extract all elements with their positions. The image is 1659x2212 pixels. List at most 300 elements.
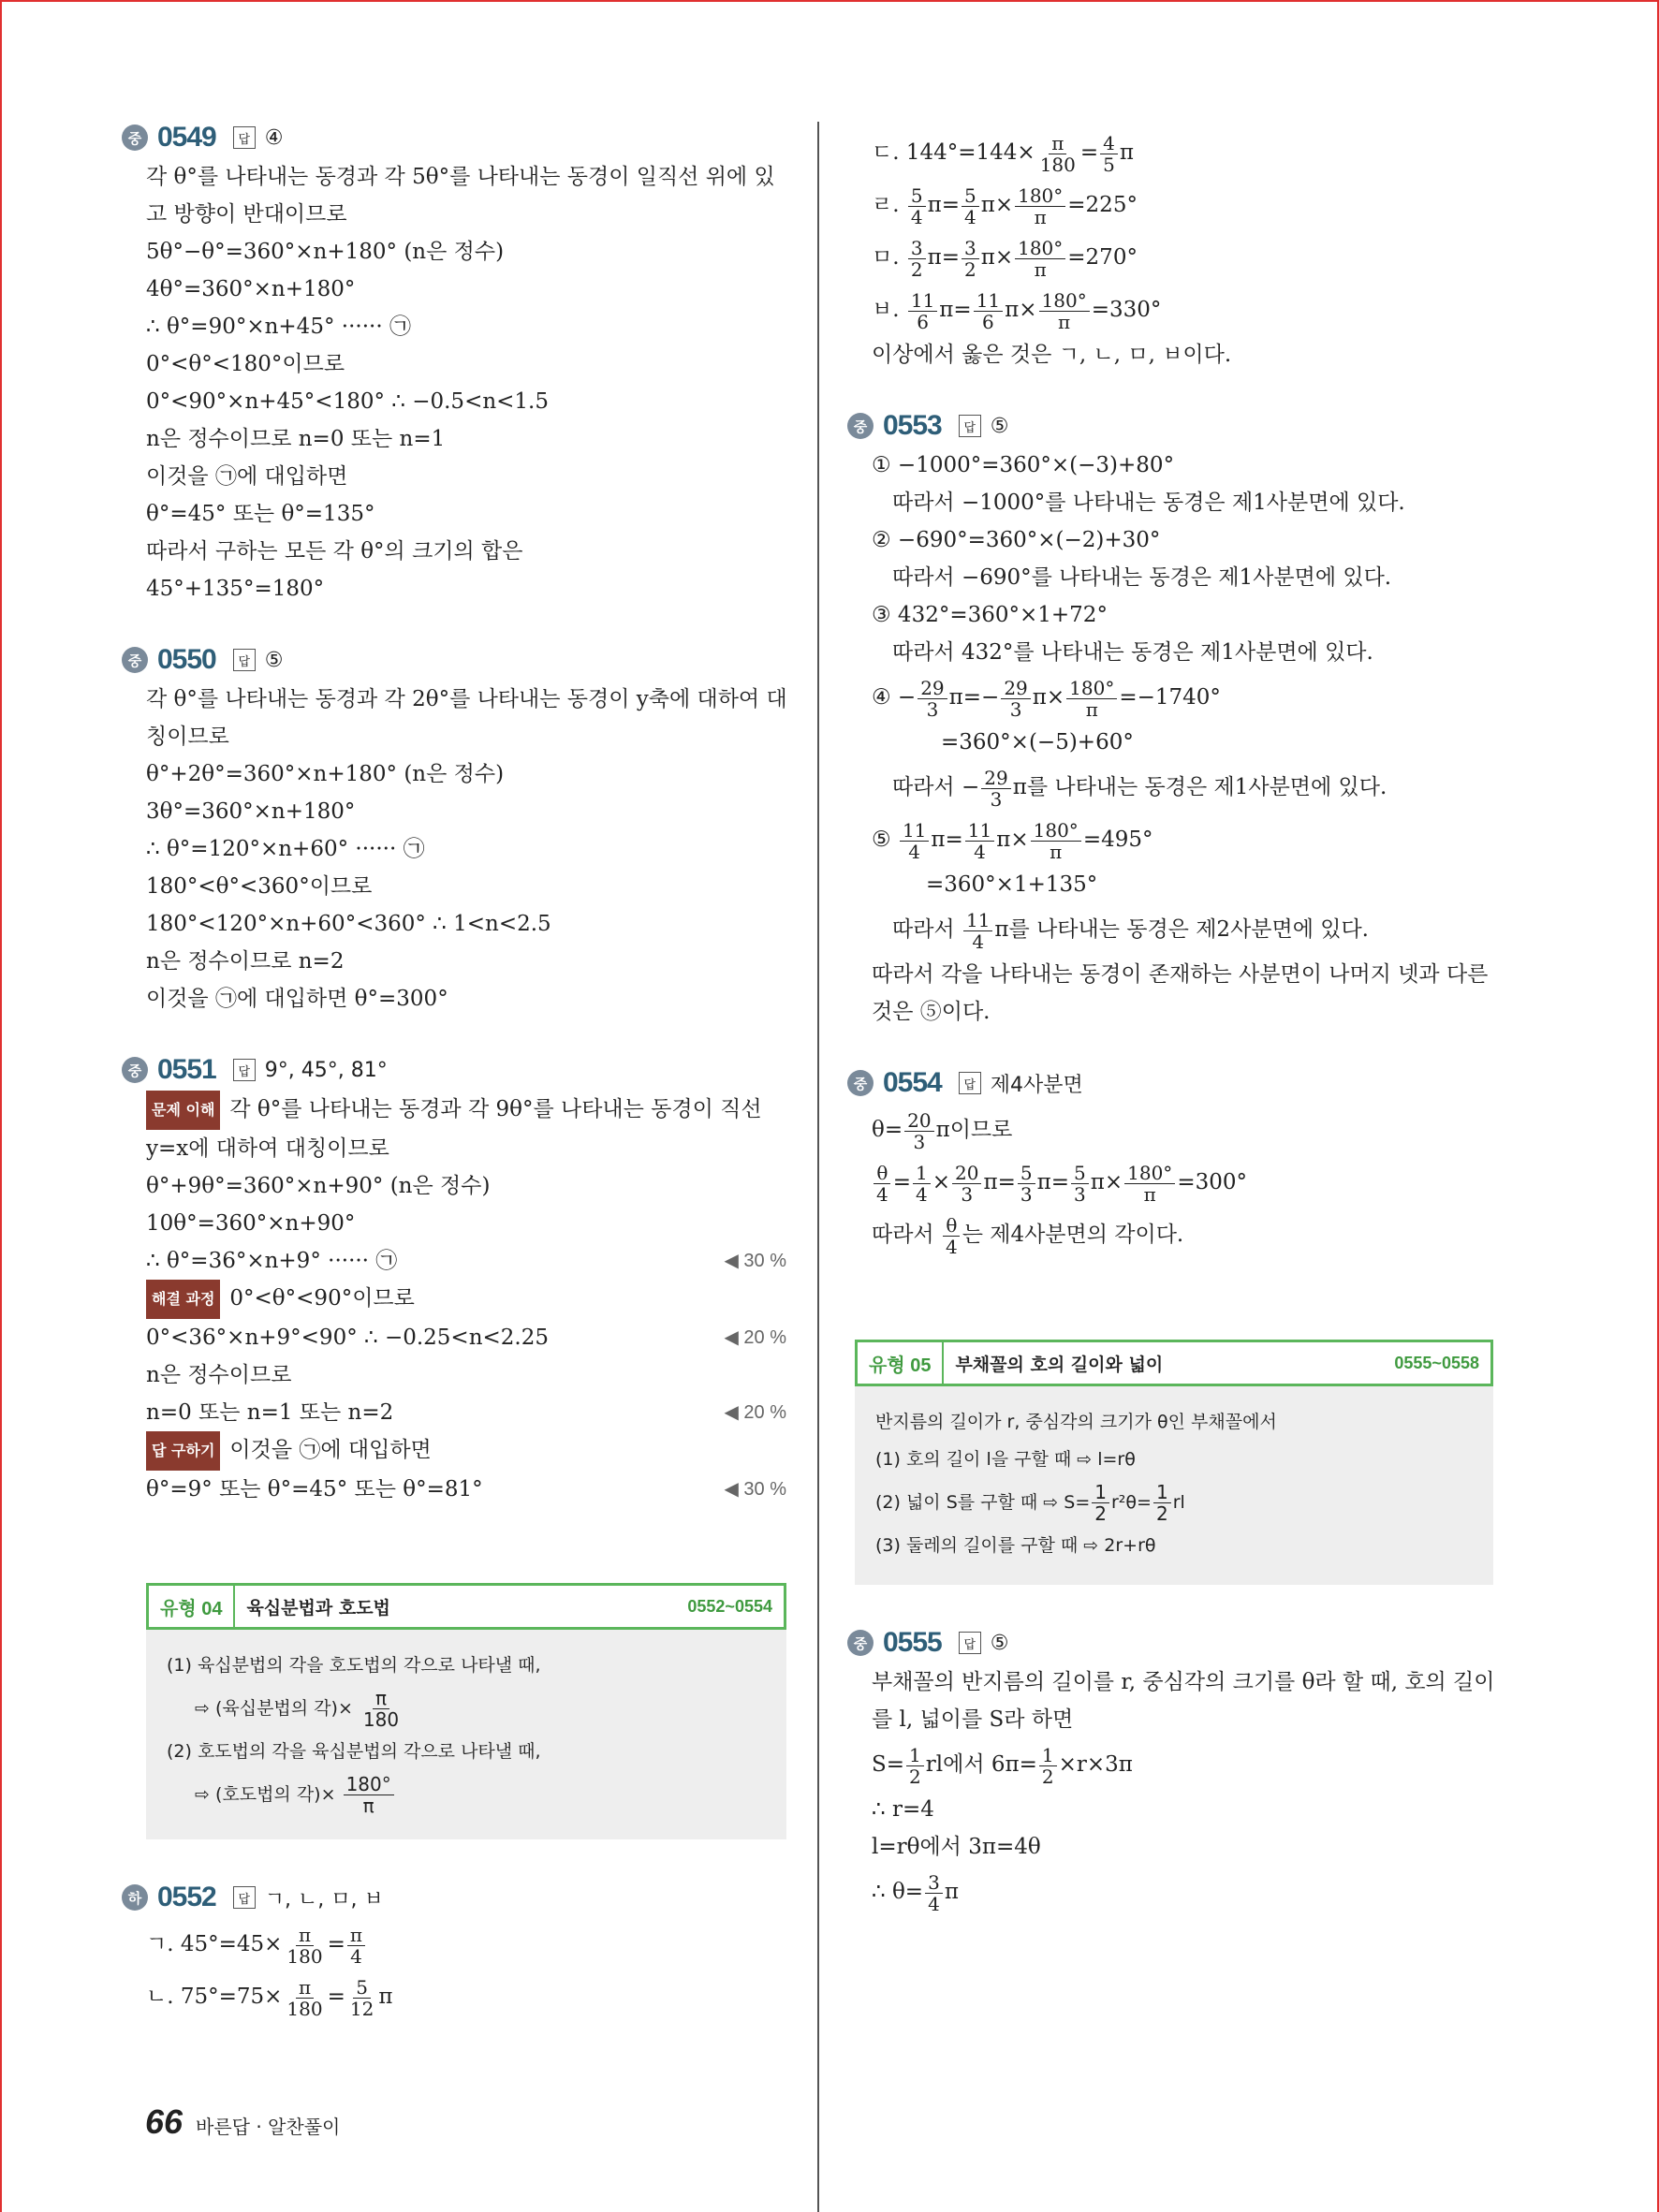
answer: ⑤ [990, 1631, 1009, 1655]
numerator: 11 [900, 820, 929, 842]
line-text: 각 θ°를 나타내는 동경과 각 9θ°를 나타내는 동경이 직선 [229, 1097, 762, 1121]
solution-line: 0°<90°×n+45°<180° ∴ −0.5<n<1.5 [146, 389, 550, 414]
denominator: π [1058, 310, 1071, 333]
type-body [146, 1630, 786, 1839]
problem-header [122, 1049, 786, 1091]
denominator: 2 [963, 257, 976, 281]
denominator: π [362, 1795, 374, 1817]
numerator: 180° [1039, 290, 1090, 312]
solution-line [847, 284, 1493, 336]
solution-line [122, 1242, 786, 1280]
answer-mark-icon: 답 [959, 1632, 981, 1654]
solution-line: n은 정수이므로 n=2 [146, 949, 345, 974]
line-text: 0°<θ°<90°이므로 [229, 1286, 415, 1311]
fraction [962, 238, 979, 280]
level-badge: 중 [847, 413, 874, 439]
numerator: 180° [1031, 820, 1081, 842]
answer: 제4사분면 [990, 1073, 1083, 1097]
solution-line: 고 방향이 반대이므로 [146, 202, 347, 227]
numerator: 11 [908, 290, 937, 312]
line-text: 따라서 [892, 917, 962, 942]
solution-line: n은 정수이므로 [146, 1363, 292, 1387]
page-edge-top [0, 0, 1659, 2]
fraction [908, 290, 937, 332]
score-percent: ◀ 30 % [724, 1251, 786, 1271]
fraction [904, 1110, 933, 1152]
problem-header [122, 117, 786, 158]
fraction [1015, 238, 1065, 280]
type-line [167, 1684, 766, 1733]
solution-line: y=x에 대하여 대칭이므로 [146, 1136, 389, 1161]
type-range: 0555~0558 [1394, 1353, 1479, 1372]
line-text: π [1119, 140, 1135, 165]
line-text: =−1740° [1119, 685, 1221, 710]
line-text: ㄷ. 144°=144× [872, 140, 1035, 165]
solution-line: 0°<θ°<180°이므로 [146, 352, 345, 376]
type-line [167, 1770, 766, 1819]
line-text: ∴ θ°=36°×n+9° ······ ㉠ [146, 1249, 398, 1273]
denominator: 2 [1041, 1765, 1054, 1788]
numerator: 5 [353, 1977, 371, 1999]
line-text: π= [1036, 1170, 1069, 1194]
line-text: π= [983, 1170, 1016, 1194]
line-text: ㅁ. [872, 245, 906, 270]
numerator: 3 [962, 238, 979, 259]
numerator: 11 [963, 910, 992, 931]
problem-number: 0555 [883, 1627, 942, 1658]
numerator: π [347, 1925, 365, 1946]
line-text: ④ − [872, 685, 917, 710]
line-text: =225° [1067, 193, 1138, 217]
denominator: 4 [963, 205, 976, 228]
type-line: 반지름의 길이가 r, 중심각의 크기가 θ인 부채꼴에서 [875, 1412, 1277, 1432]
line-text: ×r×3π [1058, 1752, 1133, 1777]
numerator: π [296, 1925, 314, 1946]
line-text: =300° [1177, 1170, 1247, 1194]
solution-line: 것은 ⑤이다. [872, 1000, 991, 1024]
solution-line [122, 1394, 786, 1431]
numerator: π [296, 1977, 314, 1999]
solution-line: 10θ°=360°×n+90° [146, 1211, 356, 1236]
solution-line: θ°=45° 또는 θ°=135° [146, 502, 375, 526]
solution-line [122, 1471, 786, 1508]
denominator: 3 [990, 787, 1003, 811]
fraction [1039, 290, 1090, 332]
denominator: 180 [1039, 153, 1076, 176]
denominator: 3 [1074, 1182, 1086, 1206]
denominator: 2 [1155, 1502, 1168, 1525]
fraction [1037, 133, 1079, 175]
numerator: 5 [962, 185, 979, 207]
line-text: 따라서 − [892, 775, 980, 799]
line-text: π를 나타내는 동경은 제1사분면에 있다. [1012, 775, 1387, 799]
fraction [1153, 1482, 1171, 1524]
fraction [1039, 1745, 1057, 1787]
numerator: 180° [1015, 185, 1065, 207]
problem-number: 0552 [157, 1882, 216, 1912]
solution-line [847, 1209, 1493, 1261]
solution-line: 부채꼴의 반지름의 길이를 r, 중심각의 크기를 θ라 할 때, 호의 길이 [872, 1670, 1495, 1694]
numerator: 1 [1153, 1482, 1171, 1503]
line-text: ⑤ [872, 828, 898, 852]
fraction [284, 1925, 325, 1967]
numerator: 180° [1066, 678, 1117, 699]
solution-line: 180°<120°×n+60°<360° ∴ 1<n<2.5 [146, 912, 551, 936]
denominator: 2 [1094, 1502, 1107, 1525]
denominator: 4 [876, 1182, 888, 1206]
denominator: 3 [926, 697, 939, 721]
solution-line [847, 1866, 1493, 1918]
solution-line: 이상에서 옳은 것은 ㄱ, ㄴ, ㅁ, ㅂ이다. [872, 343, 1232, 367]
line-text: 0°<36°×n+9°<90° ∴ −0.25<n<2.25 [146, 1326, 550, 1350]
numerator: 20 [952, 1163, 981, 1184]
solution-line: 이것을 ㉠에 대입하면 θ°=300° [146, 987, 448, 1011]
answer: ⑤ [990, 414, 1009, 438]
answer: 9°, 45°, 81° [264, 1058, 388, 1082]
answer-mark-icon: 답 [233, 1886, 256, 1909]
line-text: =495° [1082, 828, 1153, 852]
denominator: 6 [917, 310, 929, 333]
line-text: (2) 넓이 S를 구할 때 ⇨ S= [875, 1492, 1091, 1513]
line-text: θ°=9° 또는 θ°=45° 또는 θ°=81° [146, 1477, 483, 1502]
denominator: π [1050, 840, 1063, 863]
line-text: π=− [948, 685, 1000, 710]
answer-mark-icon: 답 [959, 1072, 981, 1094]
denominator: 3 [1020, 1182, 1033, 1206]
solution-line: l=rθ에서 3π=4θ [872, 1835, 1041, 1859]
numerator: θ [874, 1163, 890, 1184]
problem-number: 0550 [157, 644, 216, 675]
line-text: = [1079, 140, 1099, 165]
line-text: π= [939, 298, 972, 322]
denominator: 4 [908, 840, 921, 863]
numerator: θ [943, 1215, 960, 1237]
problem-number: 0554 [883, 1067, 942, 1098]
denominator: 180 [362, 1708, 400, 1731]
denominator: π [1034, 205, 1047, 228]
solution-line: 각 θ°를 나타내는 동경과 각 2θ°를 나타내는 동경이 y축에 대하여 대 [146, 687, 787, 711]
problem-0553 [847, 405, 1493, 1031]
type-header [146, 1583, 786, 1630]
denominator: 4 [972, 930, 985, 953]
fraction [1031, 820, 1081, 862]
fraction [913, 1163, 931, 1205]
solution-line [122, 1970, 786, 2023]
solution-line: ① −1000°=360°×(−3)+80° [872, 453, 1175, 477]
fraction [1071, 1163, 1089, 1205]
line-text: π이므로 [935, 1118, 1013, 1142]
solution-line [847, 1156, 1493, 1209]
fraction [952, 1163, 981, 1205]
solution-line: 를 l, 넓이를 S라 하면 [872, 1707, 1074, 1732]
fraction [284, 1977, 325, 2019]
denominator: 3 [961, 1182, 974, 1206]
denominator: π [1085, 697, 1098, 721]
denominator: 3 [1009, 697, 1022, 721]
solution-line: θ°+9θ°=360°×n+90° (n은 정수) [146, 1174, 491, 1198]
line-text: π× [1032, 685, 1065, 710]
problem-number: 0553 [883, 410, 942, 441]
numerator: 11 [965, 820, 994, 842]
line-text: S= [872, 1752, 905, 1777]
solution-line: ③ 432°=360°×1+72° [872, 603, 1108, 627]
answer: ㄱ, ㄴ, ㅁ, ㅂ [264, 1887, 384, 1912]
line-text: ⇨ (호도법의 각)× [195, 1784, 336, 1805]
fraction [900, 820, 929, 862]
denominator: 6 [982, 310, 994, 333]
line-text: π× [996, 828, 1029, 852]
step-tag: 문제 이해 [146, 1091, 220, 1130]
fraction [1015, 185, 1065, 227]
denominator: 180 [286, 1944, 323, 1968]
fraction [1092, 1482, 1109, 1524]
answer-mark-icon: 답 [233, 1059, 256, 1081]
line-text: × [932, 1170, 951, 1194]
line-text: π× [980, 245, 1014, 270]
level-badge: 중 [122, 647, 148, 673]
problem-0555 [847, 1622, 1493, 1918]
right-column [847, 117, 1493, 1950]
fraction [925, 1872, 943, 1914]
score-percent: ◀ 20 % [724, 1327, 786, 1348]
fraction [981, 768, 1010, 810]
fraction [943, 1215, 961, 1257]
numerator: 20 [904, 1110, 933, 1132]
denominator: 2 [909, 1765, 921, 1788]
answer-mark-icon: 답 [959, 415, 981, 437]
solution-line [122, 1431, 786, 1471]
problem-0552 [122, 1877, 786, 2023]
numerator: 29 [918, 678, 947, 699]
solution-line [847, 179, 1493, 231]
line-text: π [944, 1880, 959, 1904]
type-04-section [122, 1583, 786, 1839]
denominator: π [1034, 257, 1047, 281]
solution-line: ∴ θ°=120°×n+60° ······ ㉠ [146, 837, 425, 861]
fraction [1001, 678, 1030, 720]
solution-line: 따라서 각을 나타내는 동경이 존재하는 사분면이 나머지 넷과 다른 [872, 962, 1489, 987]
fraction [360, 1688, 402, 1730]
answer: ④ [264, 125, 284, 150]
type-range: 0552~0554 [687, 1596, 772, 1616]
solution-line: =360°×(−5)+60° [941, 730, 1134, 754]
problem-header [847, 405, 1493, 447]
line-text: rl [1172, 1492, 1185, 1513]
step-tag: 답 구하기 [146, 1431, 220, 1471]
solution-line: ② −690°=360°×(−2)+30° [872, 528, 1161, 552]
fraction [344, 1774, 394, 1816]
solution-line: 5θ°−θ°=360°×n+180° (n은 정수) [146, 240, 505, 264]
solution-line: ∴ r=4 [872, 1797, 934, 1822]
solution-line [847, 126, 1493, 179]
answer-mark-icon: 답 [233, 649, 256, 671]
solution-line [122, 1319, 786, 1356]
line-text: ㅂ. [872, 298, 906, 322]
denominator: 180 [286, 1997, 323, 2020]
problem-header [847, 1622, 1493, 1663]
line-text: π× [980, 193, 1014, 217]
line-text: = [327, 1932, 345, 1956]
line-text: = [892, 1170, 912, 1194]
numerator: 11 [974, 290, 1003, 312]
line-text: r²θ= [1110, 1492, 1152, 1513]
page-edge-left [0, 0, 2, 2212]
solution-line [847, 761, 1493, 813]
type-label: 유형 05 [858, 1342, 944, 1384]
line-text: 이것을 ㉠에 대입하면 [229, 1438, 432, 1462]
problem-0550 [122, 639, 786, 1018]
solution-line: θ°+2θ°=360°×n+180° (n은 정수) [146, 762, 505, 786]
line-text: = [327, 1985, 345, 2009]
denominator: 4 [350, 1944, 362, 1968]
problem-number: 0551 [157, 1054, 216, 1085]
numerator: π [1049, 133, 1066, 154]
solution-line: 3θ°=360°×n+180° [146, 799, 356, 824]
fraction [965, 820, 994, 862]
numerator: 1 [913, 1163, 931, 1184]
problem-0554 [847, 1062, 1493, 1261]
line-text: π= [927, 193, 960, 217]
line-text: π× [1090, 1170, 1123, 1194]
solution-line: 45°+135°=180° [146, 577, 325, 601]
fraction [1018, 1163, 1035, 1205]
line-text: rl에서 6π= [925, 1752, 1037, 1777]
line-text: ㄹ. [872, 193, 906, 217]
line-text: ㄴ. 75°=75× [146, 1985, 283, 2009]
denominator: 5 [1103, 153, 1115, 176]
solution-line [847, 231, 1493, 284]
fraction [963, 910, 992, 952]
solution-line [847, 903, 1493, 956]
denominator: π [1143, 1182, 1156, 1206]
fraction [1124, 1163, 1175, 1205]
denominator: 4 [916, 1182, 928, 1206]
solution-line [122, 1280, 786, 1319]
solution-line: 따라서 −690°를 나타내는 동경은 제1사분면에 있다. [892, 565, 1392, 590]
solution-line: =360°×1+135° [926, 872, 1098, 897]
type-line: (3) 둘레의 길이를 구할 때 ⇨ 2r+rθ [875, 1535, 1156, 1556]
fraction [918, 678, 947, 720]
type-title: 육십분법과 호도법 [246, 1597, 390, 1619]
fraction [347, 1925, 365, 1967]
line-text: π를 나타내는 동경은 제2사분면에 있다. [994, 917, 1369, 942]
page-footer [145, 2102, 340, 2142]
answer-mark-icon: 답 [233, 126, 256, 149]
level-badge: 중 [122, 1057, 148, 1083]
solution-line: 각 θ°를 나타내는 동경과 각 5θ°를 나타내는 동경이 일직선 위에 있 [146, 165, 775, 189]
column-divider [817, 122, 819, 2212]
problem-header [122, 1877, 786, 1918]
numerator: 29 [981, 768, 1010, 789]
numerator: 5 [908, 185, 926, 207]
line-text: =330° [1091, 298, 1162, 322]
solution-line: 칭이므로 [146, 725, 229, 749]
numerator: 4 [1100, 133, 1118, 154]
fraction [1100, 133, 1118, 175]
solution-line: 따라서 −1000°를 나타내는 동경은 제1사분면에 있다. [892, 491, 1405, 515]
numerator: 3 [925, 1872, 943, 1894]
denominator: 4 [928, 1892, 940, 1915]
type-title: 부채꼴의 호의 길이와 넓이 [955, 1354, 1164, 1375]
numerator: π [373, 1688, 389, 1709]
fraction [906, 1745, 924, 1787]
left-column [122, 117, 786, 2055]
denominator: 3 [913, 1130, 926, 1153]
solution-line [122, 1918, 786, 1970]
line-text: θ= [872, 1118, 903, 1142]
solution-line [122, 1091, 786, 1130]
problem-0549 [122, 117, 786, 608]
solution-line: 180°<θ°<360°이므로 [146, 874, 373, 899]
denominator: 12 [349, 1997, 374, 2020]
solution-line [847, 1104, 1493, 1156]
numerator: 180° [1015, 238, 1065, 259]
line-text: 는 제4사분면의 각이다. [962, 1223, 1184, 1247]
type-label: 유형 04 [149, 1586, 235, 1627]
line-text: n=0 또는 n=1 또는 n=2 [146, 1400, 394, 1425]
numerator: 180° [1124, 1163, 1175, 1184]
line-text: π= [931, 828, 963, 852]
problem-0552-continued [847, 126, 1493, 374]
numerator: 180° [344, 1774, 394, 1795]
line-text: ⇨ (육십분법의 각)× [195, 1698, 353, 1719]
solution-line [847, 813, 1493, 866]
answer: ⑤ [264, 648, 284, 672]
problem-0551 [122, 1049, 786, 1508]
score-percent: ◀ 20 % [724, 1402, 786, 1423]
numerator: 5 [1071, 1163, 1089, 1184]
numerator: 29 [1001, 678, 1030, 699]
solution-line: 따라서 구하는 모든 각 θ°의 크기의 합은 [146, 539, 523, 564]
fraction [347, 1977, 376, 2019]
solution-line: 이것을 ㉠에 대입하면 [146, 464, 348, 489]
line-text: π× [1005, 298, 1037, 322]
fraction [908, 185, 926, 227]
type-line: (1) 육십분법의 각을 호도법의 각으로 나타낼 때, [167, 1655, 541, 1676]
fraction [962, 185, 979, 227]
line-text: =270° [1067, 245, 1138, 270]
type-05-section [847, 1340, 1493, 1585]
solution-line: ∴ θ°=90°×n+45° ······ ㉠ [146, 315, 411, 339]
denominator: 4 [910, 205, 923, 228]
type-body [855, 1386, 1493, 1585]
level-badge: 중 [847, 1070, 874, 1096]
level-badge: 중 [847, 1630, 874, 1656]
denominator: 4 [974, 840, 986, 863]
type-line: (1) 호의 길이 l을 구할 때 ⇨ l=rθ [875, 1449, 1136, 1470]
step-tag: 해결 과정 [146, 1280, 220, 1319]
solution-line: n은 정수이므로 n=0 또는 n=1 [146, 427, 446, 451]
type-line [875, 1478, 1473, 1527]
line-text: ∴ θ= [872, 1880, 924, 1904]
numerator: 1 [1039, 1745, 1057, 1766]
fraction [1066, 678, 1117, 720]
fraction [874, 1163, 891, 1205]
solution-line: 4θ°=360°×n+180° [146, 277, 356, 301]
footer-title: 바른답 · 알찬풀이 [196, 2116, 341, 2138]
solution-line [847, 671, 1493, 724]
type-header [855, 1340, 1493, 1386]
problem-header [847, 1062, 1493, 1104]
line-text: π [378, 1985, 393, 2009]
fraction [974, 290, 1003, 332]
numerator: 3 [908, 238, 926, 259]
page-number: 66 [145, 2102, 184, 2141]
denominator: 4 [945, 1235, 958, 1258]
numerator: 5 [1018, 1163, 1035, 1184]
line-text: 따라서 [872, 1223, 941, 1247]
numerator: 1 [906, 1745, 924, 1766]
